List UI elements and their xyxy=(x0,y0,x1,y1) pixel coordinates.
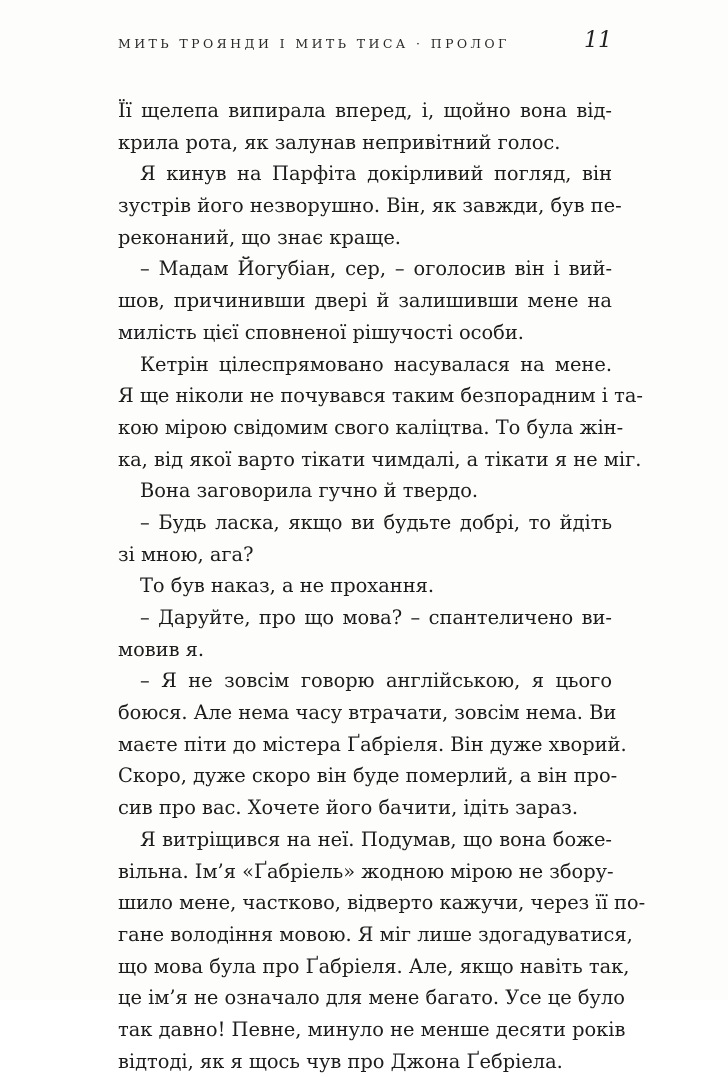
text-line: Її щелепа випирала вперед, і, щойно вона від- xyxy=(118,99,612,122)
text-line: То був наказ, а не прохання. xyxy=(140,574,435,598)
text-line: Я витріщився на неї. Подумав, що вона боже- xyxy=(140,827,612,851)
text-line: – Будь ласка, якщо ви будьте добрі, то йдіть xyxy=(140,510,612,534)
text-line: милість цієї сповненої рішучості особи. xyxy=(118,320,524,344)
text-line: зі мною, ага? xyxy=(118,542,254,566)
text-line: це ім’я не означало для мене багато. Усе це було xyxy=(118,986,625,1010)
text-line: Я кинув на Парфіта докірливий погляд, він xyxy=(140,162,612,186)
text-line: Скоро, дуже скоро він буде померлий, а він про- xyxy=(118,764,618,788)
text-line: що мова була про Ґабріеля. Але, якщо навіть так, xyxy=(118,954,630,978)
text-line: вільна. Ім’я «Ґабріель» жодною мірою не збору- xyxy=(118,859,614,883)
text-line: гане володіння мовою. Я міг лише здогадуватися, xyxy=(118,922,633,946)
text-line: відтоді, як я щось чув про Джона Ґебріела. xyxy=(118,1049,563,1073)
text-line: боюся. Але нема часу втрачати, зовсім нема. Ви xyxy=(118,701,617,725)
body-text xyxy=(118,95,646,1077)
text-line: – Даруйте, про що мова? – спантеличено ви- xyxy=(140,606,612,629)
running-header: МИТЬ ТРОЯНДИ І МИТЬ ТИСА · ПРОЛОГ xyxy=(118,36,510,51)
text-line: – Мадам Йогубіан, сер, – оголосив він і вий- xyxy=(140,257,612,281)
text-line: зустрів його незворушно. Він, як завжди, був пе- xyxy=(118,194,622,218)
text-line: мовив я. xyxy=(118,637,205,661)
text-line: Кетрін цілеспрямовано насувалася на мене. xyxy=(140,352,612,376)
text-line: кою мірою свідомим свого каліцтва. То була жін- xyxy=(118,415,624,439)
text-line: реконаний, що знає краще. xyxy=(118,225,401,249)
text-line: сив про вас. Хочете його бачити, ідіть зараз. xyxy=(118,796,579,820)
text-line: шило мене, частково, відверто кажучи, через її по- xyxy=(118,891,646,915)
text-line: маєте піти до містера Ґабріеля. Він дуже хворий. xyxy=(118,732,627,756)
text-line: шов, причинивши двері й залишивши мене на xyxy=(118,289,612,313)
text-line: – Я не зовсім говорю англійською, я цього xyxy=(140,669,612,693)
text-line: ка, від якої варто тікати чимдалі, а тікати я не міг. xyxy=(118,447,642,471)
text-line: крила рота, як залунав непривітний голос. xyxy=(118,130,561,154)
page-number: 11 xyxy=(584,28,612,53)
text-line: Я ще ніколи не почувався таким безпорадним і та- xyxy=(118,384,643,408)
text-line: Вона заговорила гучно й твердо. xyxy=(140,479,479,503)
text-line: так давно! Певне, минуло не менше десяти років xyxy=(118,1017,626,1041)
